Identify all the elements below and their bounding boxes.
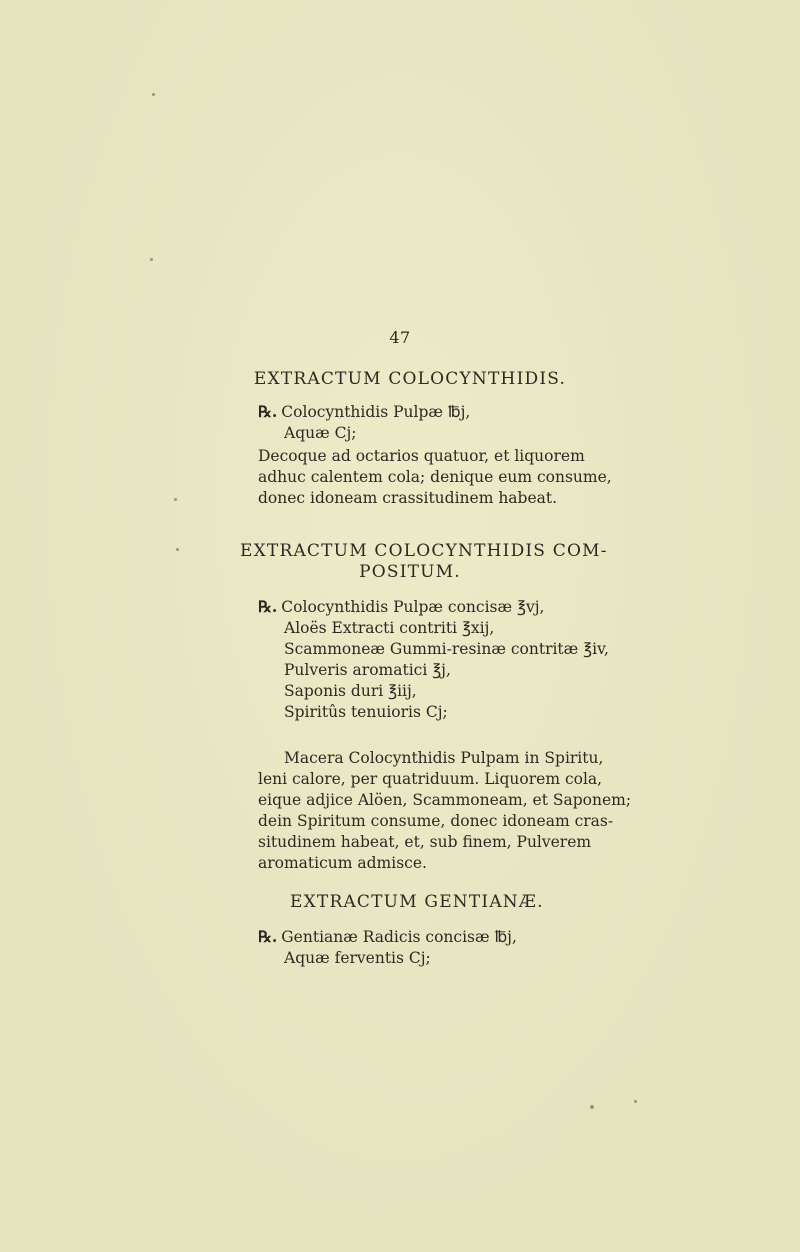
- rx-symbol: ℞.: [258, 927, 278, 946]
- directions-line: eique adjice Alöen, Scammoneam, et Saponem;: [258, 791, 632, 809]
- directions-line: dein Spiritum consume, donec idoneam cras-: [258, 812, 614, 830]
- rx-symbol: ℞.: [258, 402, 278, 421]
- directions-line: aromaticum admisce.: [258, 854, 427, 872]
- ingredient-line: Aloës Extracti contriti ℥xij,: [284, 619, 495, 637]
- foxing-spot: [150, 258, 153, 261]
- ingredient-line: ℞. Gentianæ Radicis concisæ ℔j,: [258, 927, 517, 946]
- section-title: EXTRACTUM GENTIANÆ.: [290, 892, 544, 912]
- foxing-spot: [176, 548, 179, 551]
- ingredient-line: Aquæ ferventis Cj;: [284, 949, 431, 967]
- page-number: 47: [389, 328, 411, 347]
- directions-line: Decoque ad octarios quatuor, et liquorem: [258, 447, 585, 465]
- directions-line: leni calore, per quatriduum. Liquorem cola,: [258, 770, 603, 788]
- ingredient-line: Pulveris aromatici ℥j,: [284, 661, 451, 679]
- section-title: EXTRACTUM COLOCYNTHIDIS COM-: [240, 541, 608, 561]
- directions-line: donec idoneam crassitudinem habeat.: [258, 489, 558, 507]
- ingredient-line: ℞. Colocynthidis Pulpæ concisæ ℥vj,: [258, 597, 545, 616]
- ingredient-line: ℞. Colocynthidis Pulpæ ℔j,: [258, 402, 471, 421]
- directions-line: Macera Colocynthidis Pulpam in Spiritu,: [284, 749, 604, 767]
- ingredient-line: Saponis duri ℥iij,: [284, 682, 417, 700]
- section-title: POSITUM.: [359, 562, 461, 582]
- directions-line: adhuc calentem cola; denique eum consume,: [258, 468, 612, 486]
- directions-line: situdinem habeat, et, sub finem, Pulverem: [258, 833, 592, 851]
- ingredient-line: Aquæ Cj;: [284, 424, 357, 442]
- foxing-spot: [152, 93, 155, 96]
- section-title: EXTRACTUM COLOCYNTHIDIS.: [253, 369, 567, 389]
- foxing-spot: [590, 1105, 594, 1109]
- foxing-spot: [174, 498, 177, 501]
- foxing-spot: [634, 1100, 637, 1103]
- rx-symbol: ℞.: [258, 597, 278, 616]
- ingredient-line: Scammoneæ Gummi-resinæ contritæ ℥iv,: [284, 640, 609, 658]
- ingredient-line: Spiritûs tenuioris Cj;: [284, 703, 448, 721]
